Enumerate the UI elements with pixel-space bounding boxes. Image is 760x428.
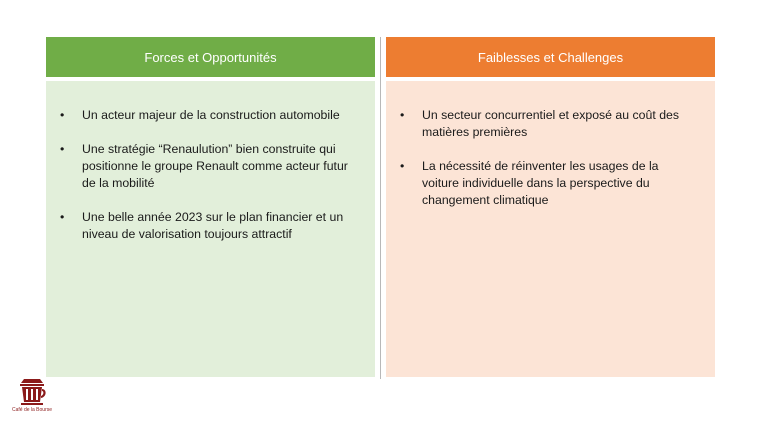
list-item-text: Un secteur concurrentiel et exposé au coût des matières premières	[422, 108, 680, 139]
strengths-body	[46, 81, 375, 377]
weaknesses-title: Faiblesses et Challenges	[477, 49, 624, 65]
list-item-text: Une belle année 2023 sur le plan financier et un niveau de valorisation toujours attractif	[82, 210, 344, 241]
weaknesses-list	[400, 107, 691, 209]
list-item	[400, 158, 691, 209]
bullet-icon: •	[400, 108, 405, 122]
cafe-de-la-bourse-logo	[12, 378, 52, 422]
bullet-icon: •	[60, 210, 65, 224]
list-item	[400, 107, 691, 141]
list-item	[60, 107, 351, 124]
strengths-title: Forces et Opportunités	[144, 49, 277, 65]
list-item-text: La nécessité de réinventer les usages de la voiture individuelle dans la perspective du changement climatique	[422, 159, 659, 207]
weaknesses-header	[386, 37, 715, 77]
weaknesses-body	[386, 81, 715, 377]
coffee-cup-icon	[17, 378, 47, 406]
strengths-list	[60, 107, 351, 243]
list-item	[60, 141, 351, 192]
divider	[380, 37, 381, 379]
bullet-icon: •	[60, 142, 65, 156]
weaknesses-panel	[386, 37, 715, 207]
strengths-header	[46, 37, 375, 77]
logo-text: Café de la Bourse	[12, 407, 53, 413]
strengths-panel	[46, 37, 375, 241]
list-item-text: Une stratégie “Renaulution” bien construite qui positionne le groupe Renault comme acteur futur de la mobilité	[82, 142, 348, 190]
bullet-icon: •	[60, 108, 65, 122]
list-item-text: Un acteur majeur de la construction automobile	[82, 108, 340, 122]
bullet-icon: •	[400, 159, 405, 173]
list-item	[60, 209, 351, 243]
